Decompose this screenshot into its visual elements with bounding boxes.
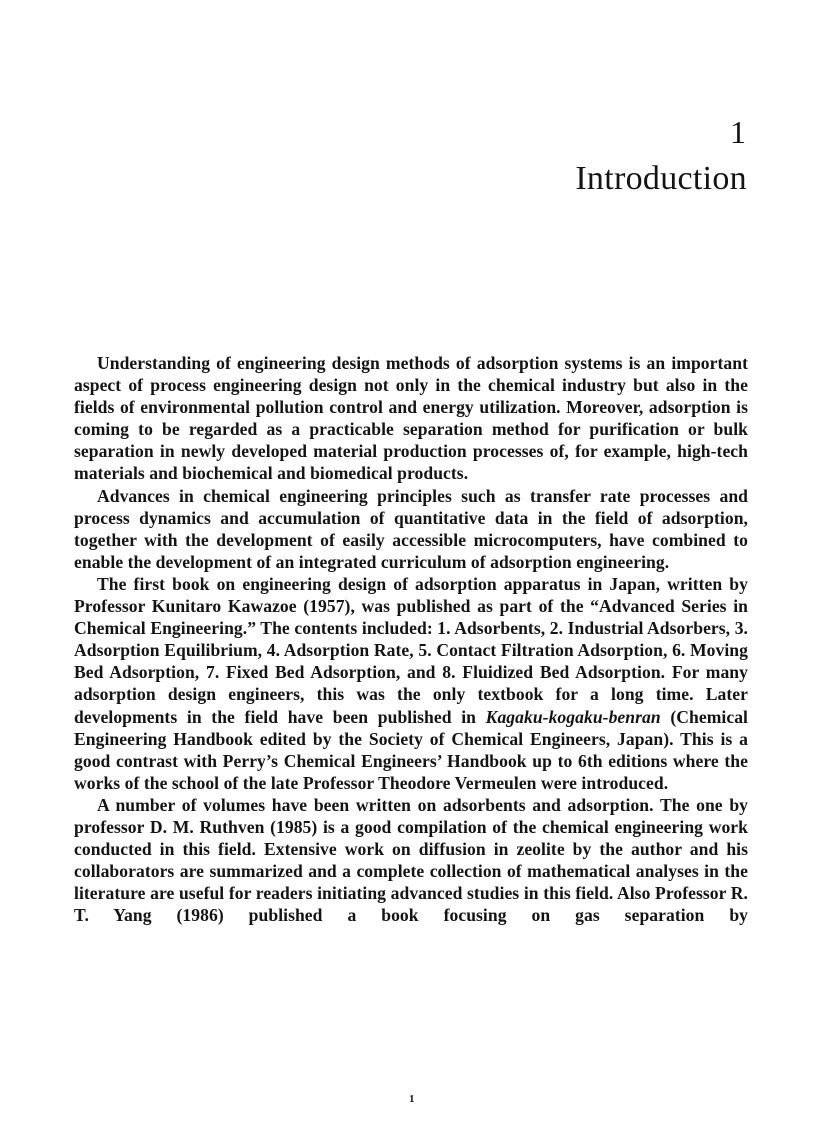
- paragraph-volumes: A number of volumes have been written on adsorbents and adsorption. The one by professor D. M. Ruthven (1985) is a good compilation of the chemical engineering work conducted in this field. Extensive work on diffusion in zeolite by the author and his collaborators are summarized and a complete collection of mathematical analyses in the literature are useful for readers initiating advanced studies in this field. Also Professor R. T. Yang (1986) published a book focusing on gas separation by: [74, 794, 748, 926]
- chapter-number: 1: [730, 114, 746, 150]
- paragraph-intro: Understanding of engineering design methods of adsorption systems is an important aspect of process engineering design not only in the chemical industry but also in the fields of environmental pollution control and energy utilization. Moreover, adsorption is coming to be regarded as a practicable separation method for purification or bulk separation in newly developed material production processes of, for example, high-tech materials and biochemical and biomedical products.: [74, 353, 748, 484]
- paragraph-text-after-italic: (Chemical Engineering Handbook edited by the Society of Chemical Engineers, Japan). This is a good contrast with Perry’s Chemical Engineers’ Handbook up to 6th editions where the works of the school of the late Professor Theodore Vermeulen were introduced.: [74, 706, 748, 793]
- body-text: [74, 352, 748, 926]
- paragraph-advances: Advances in chemical engineering principles such as transfer rate processes and process dynamics and accumulation of quantitative data in the field of adsorption, together with the development of easily accessible microcomputers, have combined to enable the development of an integrated curriculum of adsorption engineering.: [74, 485, 748, 572]
- page-number: 1: [409, 1093, 415, 1105]
- handbook-title-italic: Kagaku-kogaku-benran: [485, 706, 661, 727]
- paragraph-text-before-italic: The first book on engineering design of adsorption apparatus in Japan, written by Professor Kunitaro Kawazoe (1957), was published as part of the “Advanced Series in Chemical Engineering.” The contents included: 1. Adsorbents, 2. Industrial Adsorbers, 3. Adsorption Equilibrium, 4. Adsorption Rate, 5. Contact Filtration Adsorption, 6. Moving Bed Adsorption, 7. Fixed Bed Adsorption, and 8. Fluidized Bed Adsorption. For many adsorption design engineers, this was the only textbook for a long time. Later developments in the field have been published in: [74, 573, 748, 727]
- paragraph-first-book: [74, 573, 748, 794]
- chapter-title: Introduction: [575, 160, 747, 197]
